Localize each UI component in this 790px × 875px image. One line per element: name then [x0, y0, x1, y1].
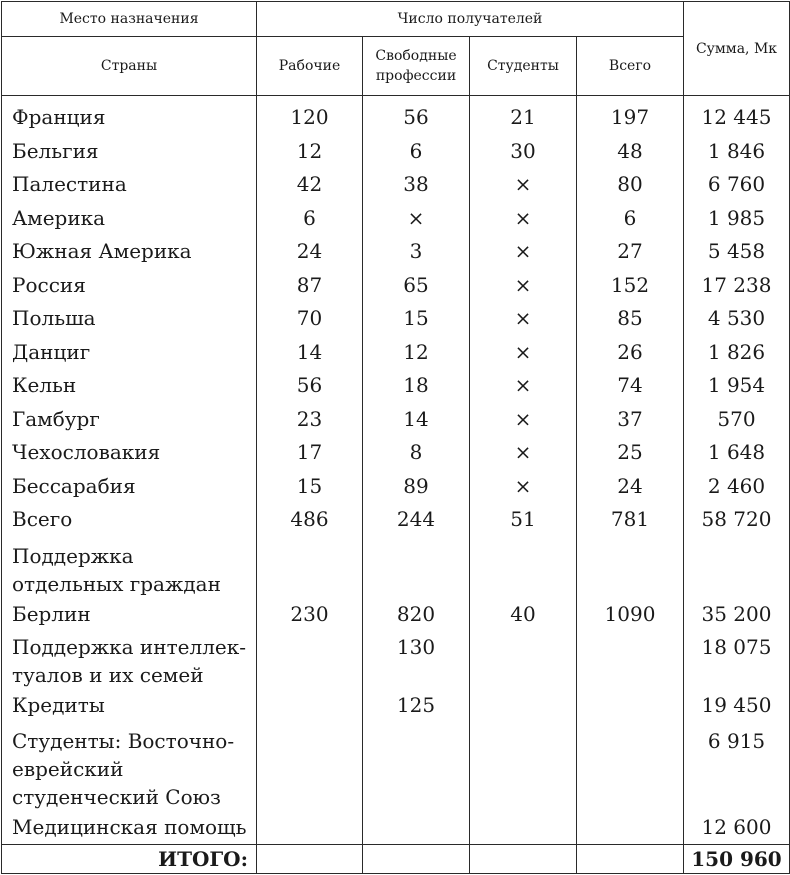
row-sum: 4 530: [684, 302, 790, 336]
row-name: Бельгия: [2, 135, 257, 169]
subtotal-row: [2, 503, 790, 537]
row-workers: 42: [257, 168, 363, 202]
row-workers: 70: [257, 302, 363, 336]
row-workers: 87: [257, 269, 363, 303]
row-professions: 56: [363, 96, 470, 135]
row-sum: 17 238: [684, 269, 790, 303]
row-name: Палестина: [2, 168, 257, 202]
table-row: [2, 135, 790, 169]
row-students: ×: [470, 336, 577, 370]
row-professions: 8: [363, 436, 470, 470]
row-professions: 244: [363, 503, 470, 537]
table-row: [2, 302, 790, 336]
row-name: Медицинская помощь: [2, 811, 257, 845]
row-name: Франция: [2, 96, 257, 135]
row-sum: 18 075: [684, 631, 790, 689]
row-name: Данциг: [2, 336, 257, 370]
row-total: 48: [577, 135, 684, 169]
row-total: 27: [577, 235, 684, 269]
row-workers: 56: [257, 369, 363, 403]
row-students: ×: [470, 202, 577, 236]
row-name: Гамбург: [2, 403, 257, 437]
row-workers: 120: [257, 96, 363, 135]
row-students: ×: [470, 470, 577, 504]
row-professions: 15: [363, 302, 470, 336]
row-total: 24: [577, 470, 684, 504]
row-professions: 125: [363, 689, 470, 723]
table-row: [2, 470, 790, 504]
table-row: [2, 336, 790, 370]
row-students: ×: [470, 403, 577, 437]
row-sum: 1 954: [684, 369, 790, 403]
table-row: [2, 436, 790, 470]
row-total: 85: [577, 302, 684, 336]
donations-table: [1, 1, 790, 874]
row-sum: 1 846: [684, 135, 790, 169]
row-students: ×: [470, 369, 577, 403]
row-professions: 130: [363, 631, 470, 689]
countries-header: Страны: [2, 37, 257, 96]
row-professions: ×: [363, 202, 470, 236]
table-row: [2, 631, 790, 689]
row-name: Всего: [2, 503, 257, 537]
row-total: 6: [577, 202, 684, 236]
row-professions: 18: [363, 369, 470, 403]
students-header: Студенты: [470, 37, 577, 96]
row-sum: 570: [684, 403, 790, 437]
row-workers: 14: [257, 336, 363, 370]
table-row: [2, 168, 790, 202]
grand-total-row: [2, 845, 790, 874]
table-row: [2, 269, 790, 303]
row-workers: 24: [257, 235, 363, 269]
row-total: 26: [577, 336, 684, 370]
workers-header: Рабочие: [257, 37, 363, 96]
row-name: Кельн: [2, 369, 257, 403]
row-professions: 3: [363, 235, 470, 269]
recipients-header: Число получателей: [257, 2, 684, 37]
row-sum: 2 460: [684, 470, 790, 504]
table-row: [2, 689, 790, 723]
row-students: ×: [470, 302, 577, 336]
row-name: Чехословакия: [2, 436, 257, 470]
row-students: ×: [470, 269, 577, 303]
row-sum: 1 648: [684, 436, 790, 470]
row-students: 51: [470, 503, 577, 537]
row-name: Студенты: Восточно-еврейский студенческий Союз: [2, 723, 257, 811]
row-students: ×: [470, 235, 577, 269]
row-sum: 12 445: [684, 96, 790, 135]
row-students: ×: [470, 168, 577, 202]
row-total: 37: [577, 403, 684, 437]
row-workers: 15: [257, 470, 363, 504]
row-sum: 58 720: [684, 503, 790, 537]
row-professions: 14: [363, 403, 470, 437]
table-row: [2, 403, 790, 437]
row-workers: 486: [257, 503, 363, 537]
row-students: 21: [470, 96, 577, 135]
header-row-2: [2, 37, 790, 96]
sum-header: Сумма, Мк: [684, 2, 790, 96]
table-row: [2, 598, 790, 632]
row-total: 152: [577, 269, 684, 303]
professions-header: Свободные профессии: [363, 37, 470, 96]
row-students: ×: [470, 436, 577, 470]
row-name: Берлин: [2, 598, 257, 632]
destination-header: Место назначения: [2, 2, 257, 37]
row-name: Поддержка интеллек-туалов и их семей: [2, 631, 257, 689]
row-sum: 1 826: [684, 336, 790, 370]
row-name: Южная Америка: [2, 235, 257, 269]
row-sum: 6 915: [684, 723, 790, 811]
row-name: Америка: [2, 202, 257, 236]
row-total: 74: [577, 369, 684, 403]
row-professions: 89: [363, 470, 470, 504]
row-total: 197: [577, 96, 684, 135]
header-row-1: [2, 2, 790, 37]
row-total: 781: [577, 503, 684, 537]
row-total: 1090: [577, 598, 684, 632]
row-professions: 12: [363, 336, 470, 370]
row-total: 80: [577, 168, 684, 202]
row-workers: 230: [257, 598, 363, 632]
table-row: [2, 369, 790, 403]
row-workers: 23: [257, 403, 363, 437]
row-name: Кредиты: [2, 689, 257, 723]
table-row: [2, 723, 790, 811]
row-sum: 5 458: [684, 235, 790, 269]
row-professions: 820: [363, 598, 470, 632]
table-row: [2, 811, 790, 845]
row-sum: 1 985: [684, 202, 790, 236]
grand-total-label: ИТОГО:: [2, 845, 257, 874]
row-workers: 6: [257, 202, 363, 236]
row-name: Россия: [2, 269, 257, 303]
table-row: [2, 96, 790, 135]
row-professions: 6: [363, 135, 470, 169]
row-sum: 6 760: [684, 168, 790, 202]
row-professions: 38: [363, 168, 470, 202]
row-sum: 12 600: [684, 811, 790, 845]
row-students: 40: [470, 598, 577, 632]
support-individuals-label: Поддержка отдельных граждан: [2, 537, 257, 598]
row-workers: 17: [257, 436, 363, 470]
row-workers: 12: [257, 135, 363, 169]
grand-total-sum: 150 960: [684, 845, 790, 874]
table-row: [2, 202, 790, 236]
row-students: 30: [470, 135, 577, 169]
section-heading-row: [2, 537, 790, 598]
row-name: Бессарабия: [2, 470, 257, 504]
row-total: 25: [577, 436, 684, 470]
table-row: [2, 235, 790, 269]
row-sum: 19 450: [684, 689, 790, 723]
total-header: Всего: [577, 37, 684, 96]
row-sum: 35 200: [684, 598, 790, 632]
row-name: Польша: [2, 302, 257, 336]
row-professions: 65: [363, 269, 470, 303]
